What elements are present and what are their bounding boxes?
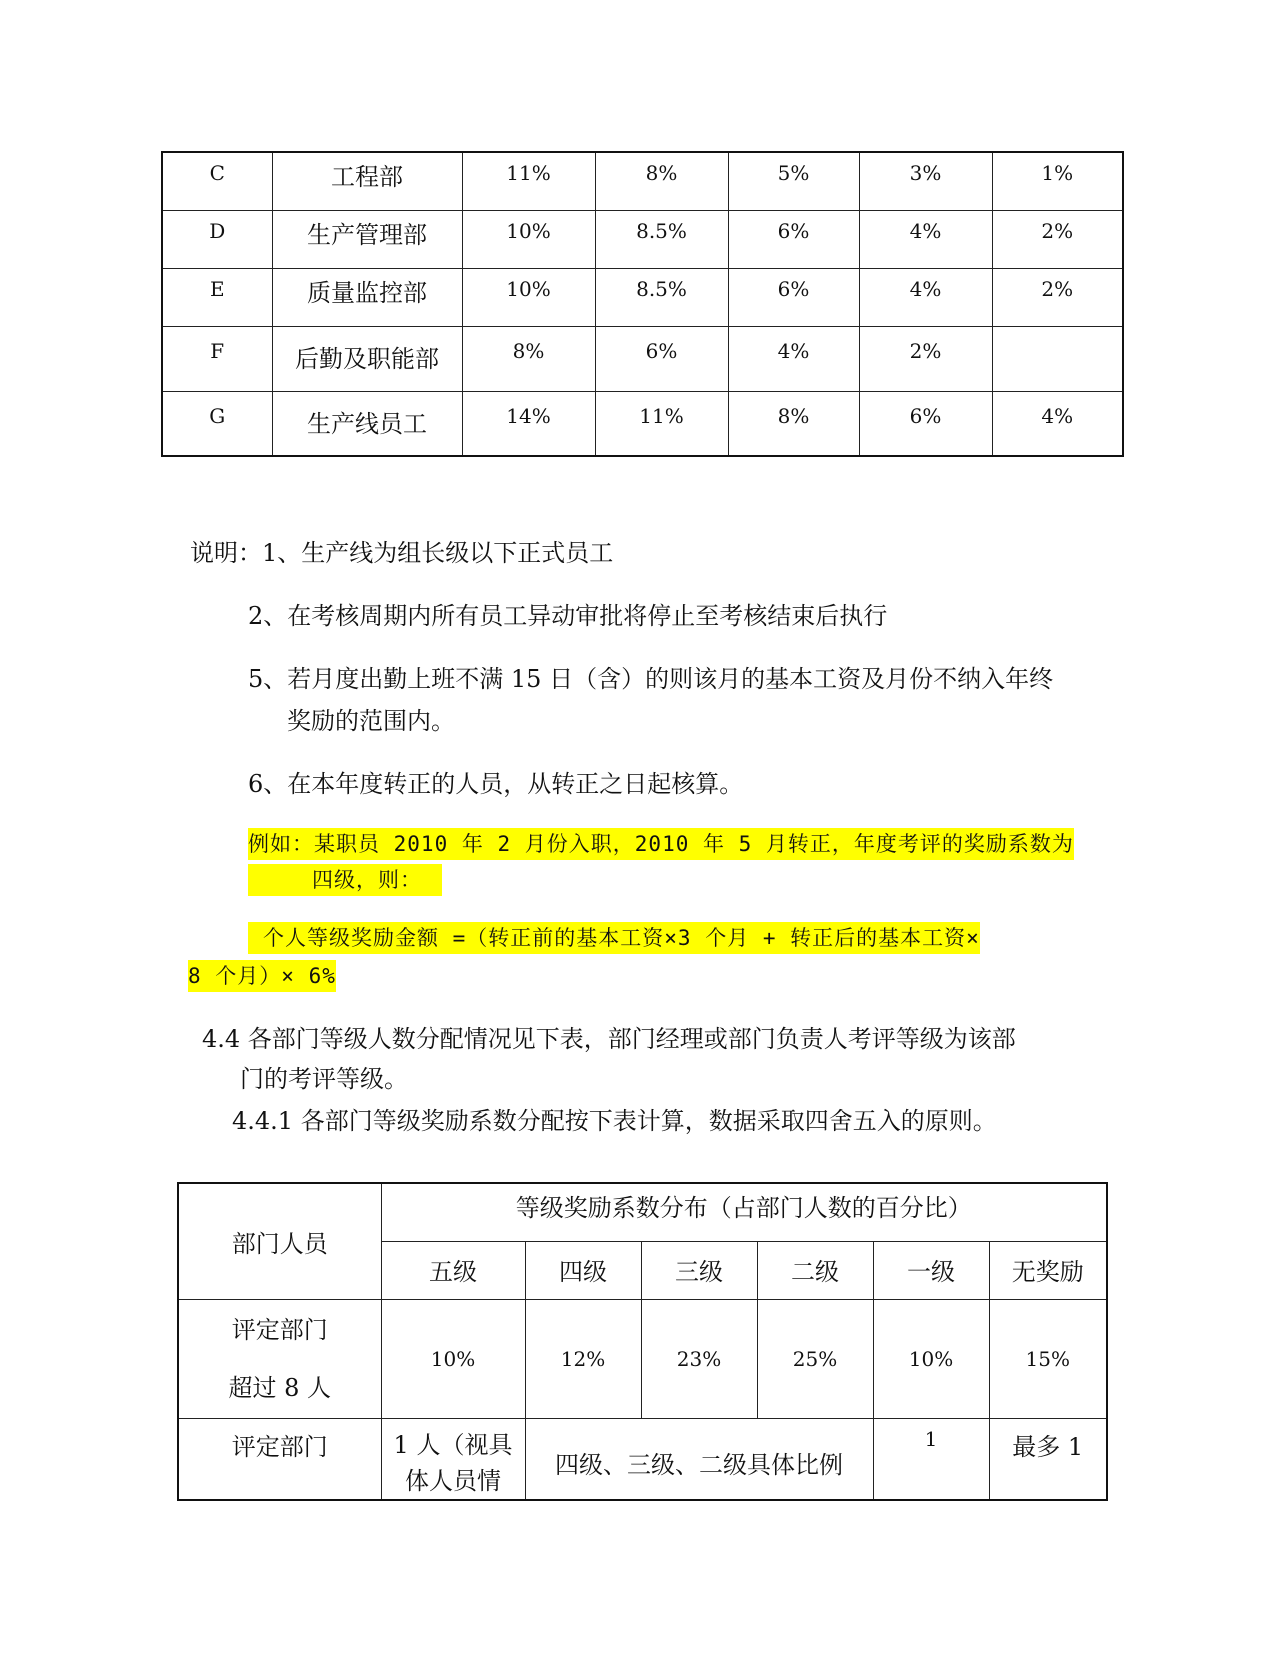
level-header: 无奖励 [989,1241,1107,1299]
dept-name: 后勤及职能部 [272,326,462,391]
value-cell: 23% [641,1299,757,1418]
value-cell: 11% [462,152,595,210]
header-corner: 部门人员 [178,1183,381,1299]
value-cell: 8.5% [595,210,728,268]
value-cell-merged: 四级、三级、二级具体比例 [525,1418,873,1500]
note-5-cont: 奖励的范围内。 [287,707,455,735]
row-code: C [162,152,272,210]
row-code: E [162,268,272,326]
row-label [178,1299,381,1418]
value-cell: 2% [992,268,1123,326]
value-cell: 4% [728,326,859,391]
level-header: 五级 [381,1241,525,1299]
dept-name: 生产管理部 [272,210,462,268]
value-cell: 8.5% [595,268,728,326]
value-cell: 4% [992,391,1123,456]
value-cell: 5% [728,152,859,210]
value-cell: 8% [728,391,859,456]
table-row [162,391,1123,456]
table-row [162,210,1123,268]
level-header: 四级 [525,1241,641,1299]
table-row [162,326,1123,391]
level-header: 三级 [641,1241,757,1299]
value-cell: 4% [859,210,992,268]
value-cell: 2% [859,326,992,391]
table-row [178,1418,1107,1500]
value-cell: 6% [728,268,859,326]
header-title: 等级奖励系数分布（占部门人数的百分比） [381,1183,1107,1241]
value-line-1: 1 人（视具 [393,1430,513,1459]
example-line-1-cont: 四级，则： [248,864,442,896]
example-line-1: 例如：某职员 2010 年 2 月份入职，2010 年 5 月转正，年度考评的奖励系数为 [248,828,1074,860]
value-cell: 15% [989,1299,1107,1418]
note-2: 2、在考核周期内所有员工异动审批将停止至考核结束后执行 [248,602,888,630]
value-cell: 8% [595,152,728,210]
value-cell: 6% [859,391,992,456]
level-header: 一级 [873,1241,989,1299]
value-cell: 25% [757,1299,873,1418]
row-code: F [162,326,272,391]
value-cell: 10% [873,1299,989,1418]
value-cell: 8% [462,326,595,391]
section-4-4: 4.4 各部门等级人数分配情况见下表，部门经理或部门负责人考评等级为该部 [202,1025,1016,1053]
row-label-line-1: 评定部门 [231,1315,328,1344]
value-cell: 10% [381,1299,525,1418]
example-line-2-cont: 8 个月）× 6% [188,960,336,992]
value-cell: 10% [462,268,595,326]
value-cell: 最多 1 [989,1418,1107,1500]
grade-distribution-table [177,1182,1108,1501]
section-4-4-1: 4.4.1 各部门等级奖励系数分配按下表计算，数据采取四舍五入的原则。 [232,1107,997,1135]
dept-name: 工程部 [272,152,462,210]
value-cell: 12% [525,1299,641,1418]
table-row [178,1299,1107,1418]
row-label-line-2: 超过 8 人 [228,1373,332,1402]
row-code: D [162,210,272,268]
value-cell: 6% [595,326,728,391]
value-cell: 4% [859,268,992,326]
level-header: 二级 [757,1241,873,1299]
value-cell: 6% [728,210,859,268]
value-cell: 14% [462,391,595,456]
row-code: G [162,391,272,456]
value-cell: 1% [992,152,1123,210]
value-cell [381,1418,525,1500]
value-cell: 3% [859,152,992,210]
value-cell [992,326,1123,391]
department-ratio-table [161,151,1124,457]
table-row [162,268,1123,326]
table-row [162,152,1123,210]
value-cell: 11% [595,391,728,456]
note-5: 5、若月度出勤上班不满 15 日（含）的则该月的基本工资及月份不纳入年终 [248,665,1054,693]
section-4-4-cont: 门的考评等级。 [240,1065,408,1093]
example-line-2: 个人等级奖励金额 =（转正前的基本工资×3 个月 + 转正后的基本工资× [248,922,980,954]
value-cell: 1 [873,1418,989,1500]
value-cell: 10% [462,210,595,268]
value-line-2: 体人员情 [405,1466,501,1495]
note-6: 6、在本年度转正的人员，从转正之日起核算。 [248,770,744,798]
note-1: 说明：1、生产线为组长级以下正式员工 [190,539,614,567]
value-cell: 2% [992,210,1123,268]
row-label: 评定部门 [178,1418,381,1500]
dept-name: 质量监控部 [272,268,462,326]
dept-name: 生产线员工 [272,391,462,456]
